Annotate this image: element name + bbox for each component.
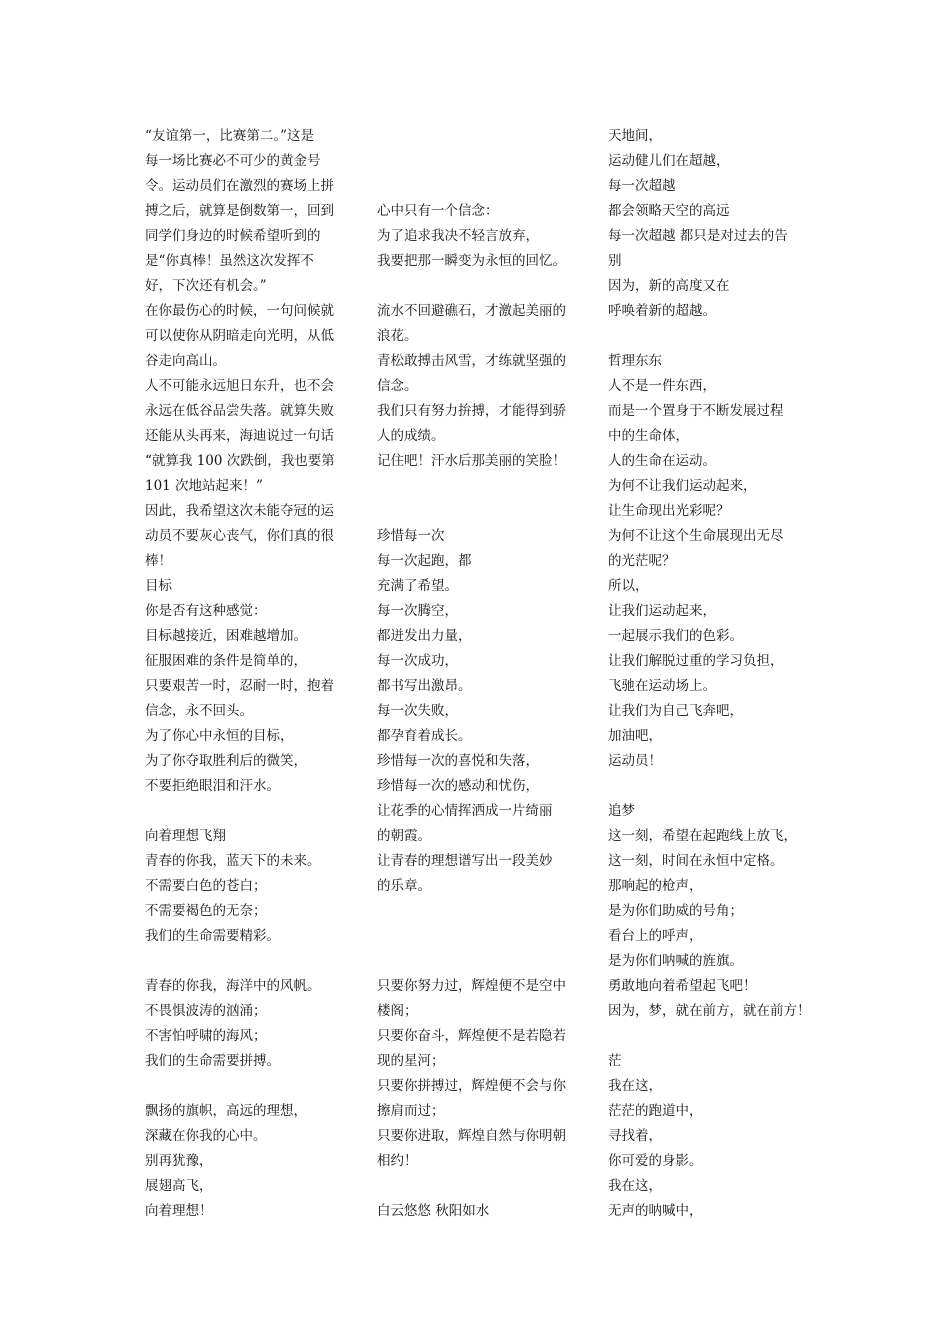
text-line: 只要你拼搏过，辉煌便不会与你 xyxy=(377,1078,566,1094)
text-line: 是为你们呐喊的旌旗。 xyxy=(608,953,743,969)
text-line: 每一次成功， xyxy=(377,653,458,669)
text-line: 哲理东东 xyxy=(608,353,662,369)
text-line: 每一次起跑，都 xyxy=(377,553,472,569)
text-line: 101 次地站起来！” xyxy=(145,478,263,494)
text-line: 为何不让这个生命展现出无尽 xyxy=(608,528,784,544)
text-line: 棒！ xyxy=(145,553,172,569)
text-line: 让我们运动起来， xyxy=(608,603,716,619)
text-line: 为了你夺取胜利后的微笑， xyxy=(145,753,307,769)
text-line: 追梦 xyxy=(608,803,635,819)
blank-line xyxy=(145,1074,345,1099)
text-line: 运动员！ xyxy=(608,753,662,769)
text-line: 每一次超越 xyxy=(608,178,676,194)
text-line: 别再犹豫， xyxy=(145,1153,213,1169)
text-line: 的朝霞。 xyxy=(377,828,431,844)
text-line: 我在这， xyxy=(608,1078,662,1094)
text-line: 让花季的心情挥洒成一片绮丽 xyxy=(377,803,553,819)
text-line: 加油吧， xyxy=(608,728,662,744)
text-line: 好，下次还有机会。” xyxy=(145,278,267,294)
blank-line xyxy=(377,174,582,199)
text-line: 向着理想飞翔 xyxy=(145,828,226,844)
text-line: 永远在低谷品尝失落。就算失败 xyxy=(145,403,334,419)
blank-line xyxy=(608,324,813,349)
text-column-left xyxy=(145,124,345,1224)
text-line: 珍惜每一次 xyxy=(377,528,445,544)
text-line: 茫茫的跑道中， xyxy=(608,1103,703,1119)
blank-line xyxy=(145,799,345,824)
text-line: 人的成绩。 xyxy=(377,428,445,444)
text-line: 展翅高飞， xyxy=(145,1178,213,1194)
blank-line xyxy=(608,1024,813,1049)
text-line: 让青春的理想谱写出一段美妙 xyxy=(377,853,553,869)
text-line: 我要把那一瞬变为永恒的回忆。 xyxy=(377,253,566,269)
text-line: 飞驰在运动场上。 xyxy=(608,678,716,694)
blank-line xyxy=(377,474,582,499)
blank-line xyxy=(377,924,582,949)
text-line: 同学们身边的时候希望听到的 xyxy=(145,228,321,244)
text-line: 我们只有努力拚搏，才能得到骄 xyxy=(377,403,566,419)
text-line: 动员不要灰心丧气，你们真的很 xyxy=(145,528,334,544)
text-line: 信念。 xyxy=(377,378,418,394)
text-line: 那响起的枪声， xyxy=(608,878,703,894)
text-line: 只要你进取，辉煌自然与你明朝 xyxy=(377,1128,566,1144)
text-line: 你可爱的身影。 xyxy=(608,1153,703,1169)
text-line: 人不可能永远旭日东升，也不会 xyxy=(145,378,334,394)
text-line: 只要艰苦一时，忍耐一时，抱着 xyxy=(145,678,334,694)
text-line: 不要拒绝眼泪和汗水。 xyxy=(145,778,280,794)
text-line: 而是一个置身于不断发展过程 xyxy=(608,403,784,419)
text-line: 谷走向高山。 xyxy=(145,353,226,369)
text-line: 珍惜每一次的喜悦和失落， xyxy=(377,753,539,769)
text-line: 流水不回避礁石，才激起美丽的 xyxy=(377,303,566,319)
blank-line xyxy=(377,949,582,974)
text-line: 无声的呐喊中， xyxy=(608,1203,703,1219)
text-line: 令。运动员们在激烈的赛场上拼 xyxy=(145,178,334,194)
text-line: 我们的生命需要拼搏。 xyxy=(145,1053,280,1069)
text-line: 在你最伤心的时候，一句问候就 xyxy=(145,303,334,319)
blank-line xyxy=(377,274,582,299)
text-line: 飘扬的旗帜，高远的理想， xyxy=(145,1103,307,1119)
text-line: 只要你努力过，辉煌便不是空中 xyxy=(377,978,566,994)
text-line: 人的生命在运动。 xyxy=(608,453,716,469)
text-line: 为了追求我决不轻言放弃， xyxy=(377,228,539,244)
text-line: 都迸发出力量， xyxy=(377,628,472,644)
text-line: 我在这， xyxy=(608,1178,662,1194)
text-line: “就算我 100 次跌倒，我也要第 xyxy=(145,453,335,469)
text-line: 都孕育着成长。 xyxy=(377,728,472,744)
text-line: 擦肩而过； xyxy=(377,1103,445,1119)
text-line: 不畏惧波涛的汹涌； xyxy=(145,1003,267,1019)
text-line: 珍惜每一次的感动和忧伤， xyxy=(377,778,539,794)
text-line: 看台上的呼声， xyxy=(608,928,703,944)
text-line: 别 xyxy=(608,253,622,269)
text-line: 征服困难的条件是简单的， xyxy=(145,653,307,669)
blank-line xyxy=(377,899,582,924)
text-line: 向着理想！ xyxy=(145,1203,213,1219)
text-line: 青春的你我，蓝天下的未来。 xyxy=(145,853,321,869)
text-line: 每一次超越 都只是对过去的告 xyxy=(608,228,788,244)
text-line: 为了你心中永恒的目标， xyxy=(145,728,294,744)
text-line: 中的生命体， xyxy=(608,428,689,444)
text-line: 是“你真棒！虽然这次发挥不 xyxy=(145,253,314,269)
blank-line xyxy=(377,149,582,174)
text-line: 为何不让我们运动起来， xyxy=(608,478,757,494)
text-line: 现的星河； xyxy=(377,1053,445,1069)
text-line: 楼阁； xyxy=(377,1003,418,1019)
text-line: 相约！ xyxy=(377,1153,418,1169)
text-line: 还能从头再来，海迪说过一句话 xyxy=(145,428,334,444)
text-line: 不需要白色的苍白； xyxy=(145,878,267,894)
blank-line xyxy=(608,774,813,799)
blank-line xyxy=(377,1174,582,1199)
text-line: 心中只有一个信念： xyxy=(377,203,499,219)
text-line: 都书写出激昂。 xyxy=(377,678,472,694)
text-line: 可以使你从阴暗走向光明，从低 xyxy=(145,328,334,344)
text-line: 每一次腾空， xyxy=(377,603,458,619)
text-line: 因为，梦，就在前方，就在前方！ xyxy=(608,1003,811,1019)
text-line: 信念，永不回头。 xyxy=(145,703,253,719)
text-column-middle xyxy=(377,124,582,1224)
text-line: 搏之后，就算是倒数第一，回到 xyxy=(145,203,334,219)
text-column-right xyxy=(608,124,813,1224)
text-line: 天地间， xyxy=(608,128,662,144)
text-line: 我们的生命需要精彩。 xyxy=(145,928,280,944)
text-line: 这一刻，时间在永恒中定格。 xyxy=(608,853,784,869)
text-line: 勇敢地向着希望起飞吧！ xyxy=(608,978,757,994)
text-line: 浪花。 xyxy=(377,328,418,344)
text-line: 运动健儿们在超越， xyxy=(608,153,730,169)
text-line: 是为你们助威的号角； xyxy=(608,903,743,919)
text-line: 充满了希望。 xyxy=(377,578,458,594)
text-line: 目标 xyxy=(145,578,172,594)
text-line: 青春的你我，海洋中的风帆。 xyxy=(145,978,321,994)
text-line: 白云悠悠 秋阳如水 xyxy=(377,1203,490,1219)
text-line: 都会领略天空的高远 xyxy=(608,203,730,219)
text-line: 不害怕呼啸的海风； xyxy=(145,1028,267,1044)
text-line: 一起展示我们的色彩。 xyxy=(608,628,743,644)
text-line: 这一刻，希望在起跑线上放飞， xyxy=(608,828,797,844)
blank-line xyxy=(377,499,582,524)
text-line: 不需要褐色的无奈； xyxy=(145,903,267,919)
text-line: 青松敢搏击风雪，才练就坚强的 xyxy=(377,353,566,369)
text-line: 每一次失败， xyxy=(377,703,458,719)
text-line: 寻找着， xyxy=(608,1128,662,1144)
text-line: 的光茫呢？ xyxy=(608,553,676,569)
text-line: 所以， xyxy=(608,578,649,594)
blank-line xyxy=(377,124,582,149)
text-line: 让生命现出光彩呢？ xyxy=(608,503,730,519)
text-line: 目标越接近，困难越增加。 xyxy=(145,628,307,644)
text-line: 的乐章。 xyxy=(377,878,431,894)
text-line: 你是否有这种感觉： xyxy=(145,603,267,619)
text-line: 呼唤着新的超越。 xyxy=(608,303,716,319)
text-line: 让我们解脱过重的学习负担， xyxy=(608,653,784,669)
text-line: 因为，新的高度又在 xyxy=(608,278,730,294)
text-line: 只要你奋斗，辉煌便不是若隐若 xyxy=(377,1028,566,1044)
text-line: 记住吧！汗水后那美丽的笑脸！ xyxy=(377,453,566,469)
text-line: 每一场比赛必不可少的黄金号 xyxy=(145,153,321,169)
text-line: 人不是一件东西， xyxy=(608,378,716,394)
text-line: 让我们为自己飞奔吧， xyxy=(608,703,743,719)
text-line: 茫 xyxy=(608,1053,622,1069)
blank-line xyxy=(145,949,345,974)
text-line: “友谊第一，比赛第二。”这是 xyxy=(145,128,315,144)
text-line: 因此，我希望这次未能夺冠的运 xyxy=(145,503,334,519)
text-line: 深藏在你我的心中。 xyxy=(145,1128,267,1144)
